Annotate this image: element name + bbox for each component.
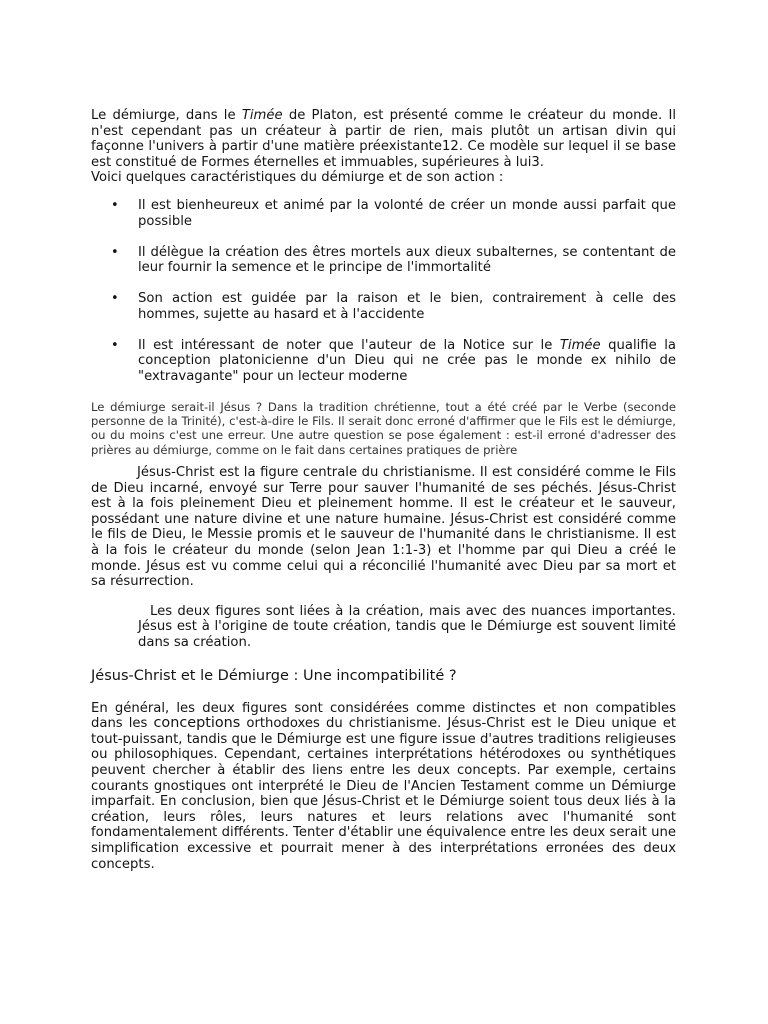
- conclusion-paragraph: [91, 701, 676, 873]
- bullet-icon: •: [111, 244, 119, 260]
- intro-paragraph: [91, 108, 676, 170]
- list-item-text: Son action est guidée par la raison et le bien, contrairement à celle des hommes, sujette au hasard et à l'accidente: [138, 291, 676, 322]
- list-item-text: Il est bienheureux et animé par la volonté de créer un monde aussi parfait que possible: [138, 197, 676, 229]
- list-item-text: [138, 338, 676, 384]
- timee-title: Timée: [559, 337, 601, 353]
- document-page: [91, 108, 676, 872]
- list-item-text-start: Il est intéressant de noter que l'auteur de la Notice sur le: [138, 337, 560, 353]
- conclusion-text-end: orthodoxes du christianisme. Jésus-Christ est le Dieu unique et tout-puissant, tandis que le Démiurge est une figure issue d'autres traditions religieuses ou philosophiques. Cependant, certaines interprétations hétérodoxes ou synthétiques peuvent chercher à établir des liens entre les deux concepts. Par exemple, certains courants gnostiques ont interprété le Dieu de l'Ancien Testament comme un Démiurge imparfait. En conclusion, bien que Jésus-Christ et le Démiurge soient tous deux liés à la création, leurs rôles, leurs natures et leurs relations avec l'humanité sont fondamentalement différents. Tenter d'établir une équivalence entre les deux serait une simplification excessive et pourrait mener à des interprétations erronées des deux concepts.: [91, 716, 676, 872]
- bullet-icon: •: [111, 291, 119, 307]
- list-item-text: Il délègue la création des êtres mortels aux dieux subalternes, se contentant de leur fournir la semence et le principe de l'immortalité: [138, 244, 676, 276]
- section-heading: Jésus-Christ et le Démiurge : Une incompatibilité ?: [91, 667, 457, 684]
- intro-text-end: de Platon, est présenté comme le créateur du monde. Il n'est cependant pas un créateur à partir de rien, mais plutôt un artisan divin qui façonne l'univers à partir d'une matière préexistante12. Ce modèle sur lequel il se base est constitué de Formes éternelles et immuables, supérieures à lui3.: [91, 108, 676, 170]
- intro-text-start: Le démiurge, dans le: [91, 108, 242, 123]
- bullet-icon: •: [111, 197, 119, 213]
- list-item: [91, 338, 676, 385]
- jesus-christ-paragraph: Jésus-Christ est la figure centrale du christianisme. Il est considéré comme le Fils de Dieu incarné, envoyé sur Terre pour sauver l'humanité de ses péchés. Jésus-Christ est à la fois pleinement Dieu et pleinement homme. Il est le créateur et le sauveur, possédant une nature divine et une nature humaine. Jésus-Christ est considéré comme le fils de Dieu, le Messie promis et le sauveur de l'humanité dans le christianisme. Il est à la fois le créateur du monde (selon Jean 1:1-3) et l'homme par qui Dieu a créé le monde. Jésus est vu comme celui qui a réconcilié l'humanité avec Dieu par sa mort et sa résurrection.: [91, 465, 676, 590]
- conclusion-text-start: En général, les deux figures sont considérées comme distinctes et non compatibles dans les: [91, 700, 676, 732]
- bullet-icon: •: [111, 337, 119, 353]
- characteristics-lead: Voici quelques caractéristiques du démiurge et de son action :: [91, 170, 504, 186]
- list-item: [91, 245, 676, 276]
- timee-title: Timée: [241, 108, 283, 123]
- figures-paragraph: Les deux figures sont liées à la création, mais avec des nuances importantes. Jésus est à l'origine de toute création, tandis que le Démiurge est souvent limité dans sa création.: [138, 603, 676, 650]
- list-item: [91, 198, 676, 229]
- characteristics-list: [91, 198, 676, 385]
- list-item-text-end: qualifie la conception platonicienne d'un Dieu qui ne crée pas le monde ex nihilo de "extravagante" pour un lecteur moderne: [138, 337, 676, 384]
- conceptions-word: conceptions: [153, 715, 241, 732]
- list-item: [91, 291, 676, 322]
- demiurge-jesus-question-paragraph: Le démiurge serait-il Jésus ? Dans la tradition chrétienne, tout a été créé par le Verbe (seconde personne de la Trinité), c'est-à-dire le Fils. Il serait donc erroné d'affirmer que le Fils est le démiurge, ou du moins c'est une erreur. Une autre question se pose également : est-il erroné d'adresser des prières au démiurge, comme on le fait dans certaines pratiques de prière: [91, 399, 676, 457]
